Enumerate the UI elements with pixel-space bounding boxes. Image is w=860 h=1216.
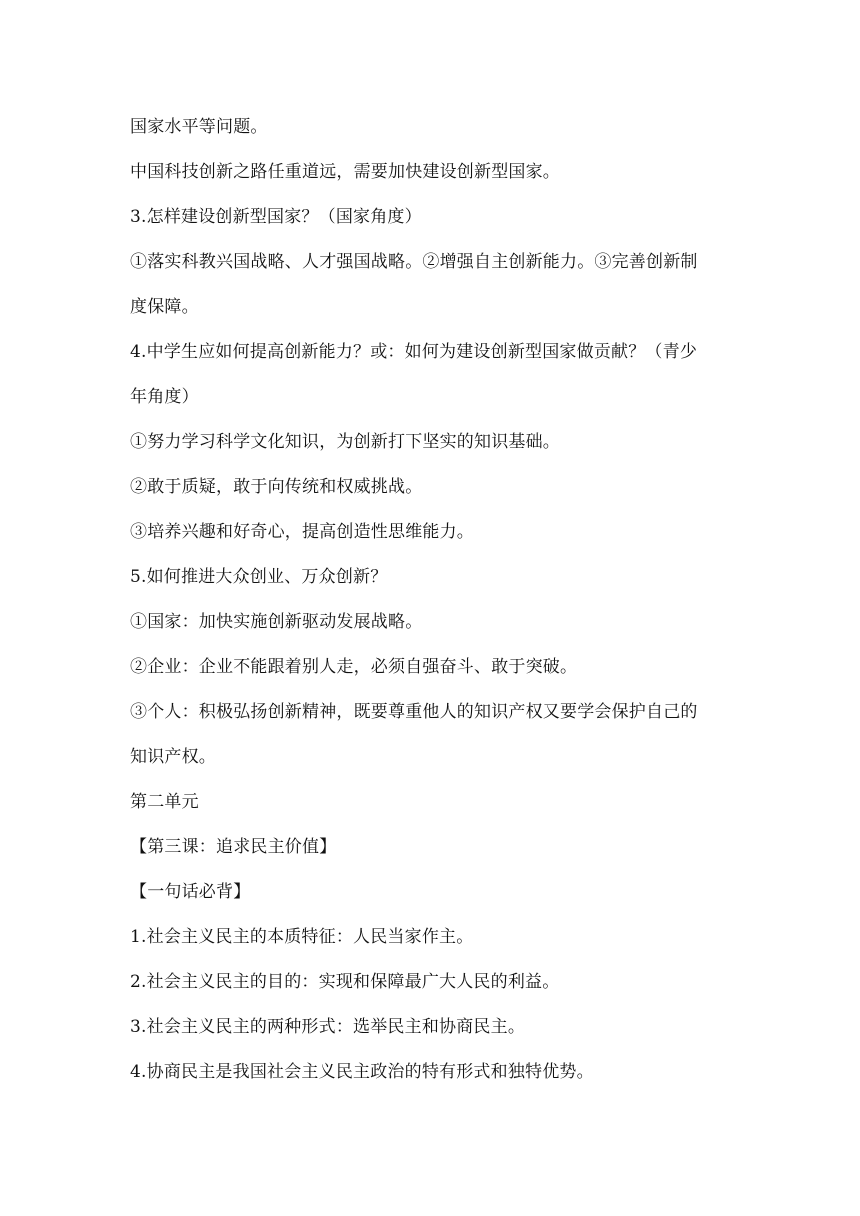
text-line: ③培养兴趣和好奇心，提高创造性思维能力。: [130, 522, 474, 542]
question-heading: 3.怎样建设创新型国家？（国家角度）: [130, 207, 422, 227]
question-heading: 4.中学生应如何提高创新能力？或：如何为建设创新型国家做贡献？（青少: [130, 342, 698, 362]
text-line: ①落实科教兴国战略、人才强国战略。②增强自主创新能力。③完善创新制: [130, 252, 698, 272]
text-line: 4.协商民主是我国社会主义民主政治的特有形式和独特优势。: [130, 1062, 594, 1082]
text-line: 2.社会主义民主的目的：实现和保障最广大人民的利益。: [130, 972, 560, 992]
text-line: 国家水平等问题。: [130, 117, 268, 137]
text-line: 知识产权。: [130, 747, 216, 767]
question-heading: 5.如何推进大众创业、万众创新？: [130, 567, 388, 587]
text-line: ①国家：加快实施创新驱动发展战略。: [130, 612, 423, 632]
text-line: 1.社会主义民主的本质特征：人民当家作主。: [130, 927, 474, 947]
text-line: ②敢于质疑，敢于向传统和权威挑战。: [130, 477, 423, 497]
lesson-heading: 【第三课：追求民主价值】: [130, 837, 337, 857]
text-line: 年角度）: [130, 387, 199, 407]
text-line: 度保障。: [130, 297, 199, 317]
unit-heading: 第二单元: [130, 792, 199, 812]
text-line: ②企业：企业不能跟着别人走，必须自强奋斗、敢于突破。: [130, 657, 578, 677]
text-line: 中国科技创新之路任重道远，需要加快建设创新型国家。: [130, 162, 560, 182]
text-line: 3.社会主义民主的两种形式：选举民主和协商民主。: [130, 1017, 526, 1037]
text-line: ③个人：积极弘扬创新精神，既要尊重他人的知识产权又要学会保护自己的: [130, 702, 698, 722]
section-heading: 【一句话必背】: [130, 882, 251, 902]
text-line: ①努力学习科学文化知识，为创新打下坚实的知识基础。: [130, 432, 560, 452]
